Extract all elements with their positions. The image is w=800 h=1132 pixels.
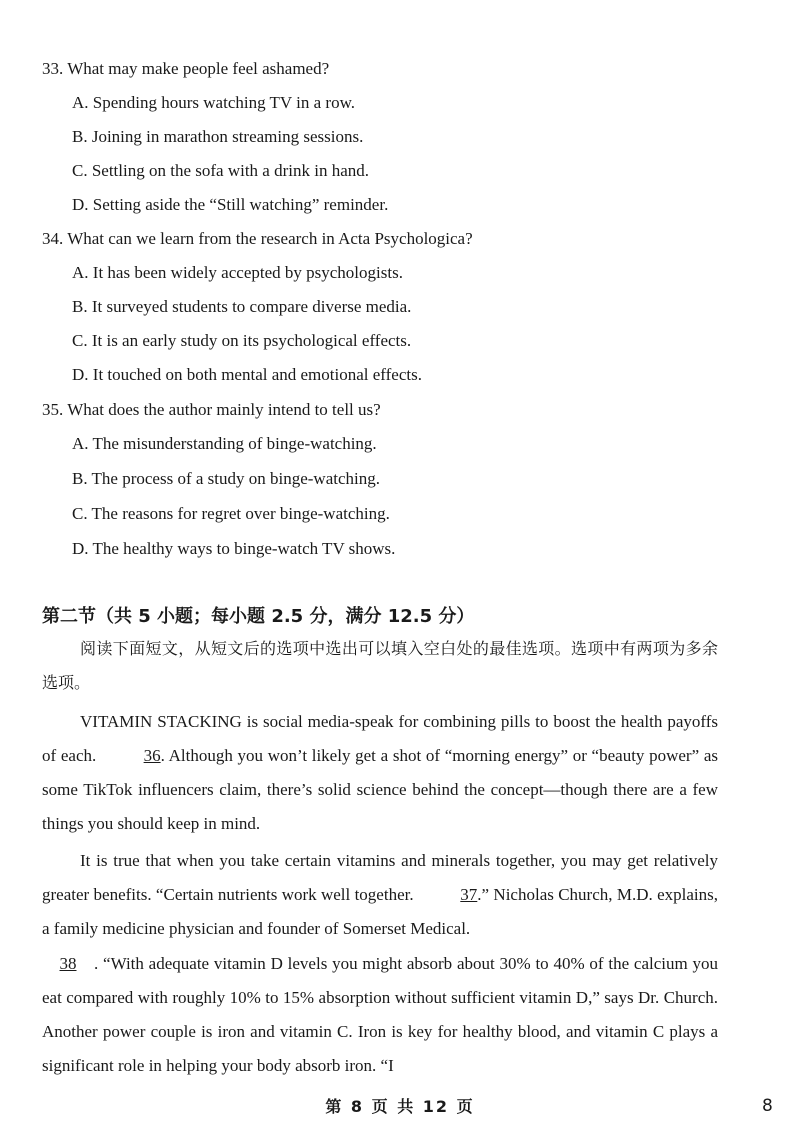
question-35-option-d: D. The healthy ways to binge-watch TV shows. [72, 539, 396, 558]
blank-37: 37 [460, 885, 478, 904]
question-35-option-b: B. The process of a study on binge-watching. [72, 469, 380, 488]
question-33-option-c: C. Settling on the sofa with a drink in hand. [72, 161, 369, 180]
paragraph-1-text-b: . Although you won’t likely get a shot of “morning energy” or “beauty power” as some TikTok influencers claim, there’s solid science behind the concept—though there are a few things you should keep in mind. [42, 746, 718, 833]
question-35-option-a: A. The misunderstanding of binge-watching. [72, 434, 377, 453]
section-title: 第二节（共 5 小题；每小题 2.5 分，满分 12.5 分） [42, 606, 475, 627]
page-number: 8 [762, 1096, 773, 1116]
passage-paragraph-3 [42, 947, 718, 1083]
blank-36: 36 [143, 746, 161, 765]
section-instructions: 阅读下面短文，从短文后的选项中选出可以填入空白处的最佳选项。选项中有两项为多余选项。 [42, 639, 718, 692]
question-35-stem: 35. What does the author mainly intend to tell us? [42, 400, 381, 419]
question-34-option-d: D. It touched on both mental and emotional effects. [72, 365, 422, 384]
paragraph-2-text-b: .” Nicholas Church, M.D. explains, a family medicine physician and founder of Somerset Medical. [42, 885, 718, 938]
question-34-stem: 34. What can we learn from the research in Acta Psychologica? [42, 229, 473, 248]
passage-paragraph-1 [42, 705, 718, 841]
question-33-option-d: D. Setting aside the “Still watching” reminder. [72, 195, 389, 214]
question-34-option-a: A. It has been widely accepted by psychologists. [72, 263, 403, 282]
question-33-option-b: B. Joining in marathon streaming sessions. [72, 127, 364, 146]
question-35-option-c: C. The reasons for regret over binge-watching. [72, 504, 390, 523]
blank-38: 38 [59, 954, 77, 973]
passage-paragraph-2 [42, 844, 718, 946]
paragraph-3-text-b: . “With adequate vitamin D levels you might absorb about 30% to 40% of the calcium you eat compared with roughly 10% to 15% absorption without sufficient vitamin D,” says Dr. Church. Another power couple is iron and vitamin C. Iron is key for healthy blood, and vitamin C plays a significant role in helping your body absorb iron. “I [42, 954, 718, 1075]
question-33-option-a: A. Spending hours watching TV in a row. [72, 93, 355, 112]
question-33-stem: 33. What may make people feel ashamed? [42, 59, 330, 78]
question-34-option-c: C. It is an early study on its psychological effects. [72, 331, 412, 350]
question-34-option-b: B. It surveyed students to compare diverse media. [72, 297, 412, 316]
page-footer-label: 第 8 页 共 12 页 [325, 1097, 475, 1116]
paragraph-1-text-a: VITAMIN STACKING is social media-speak for combining pills to boost the health payoffs of each. [42, 712, 718, 765]
paragraph-2-text-a: It is true that when you take certain vitamins and minerals together, you may get relatively greater benefits. “Certain nutrients work well together. [42, 851, 718, 904]
